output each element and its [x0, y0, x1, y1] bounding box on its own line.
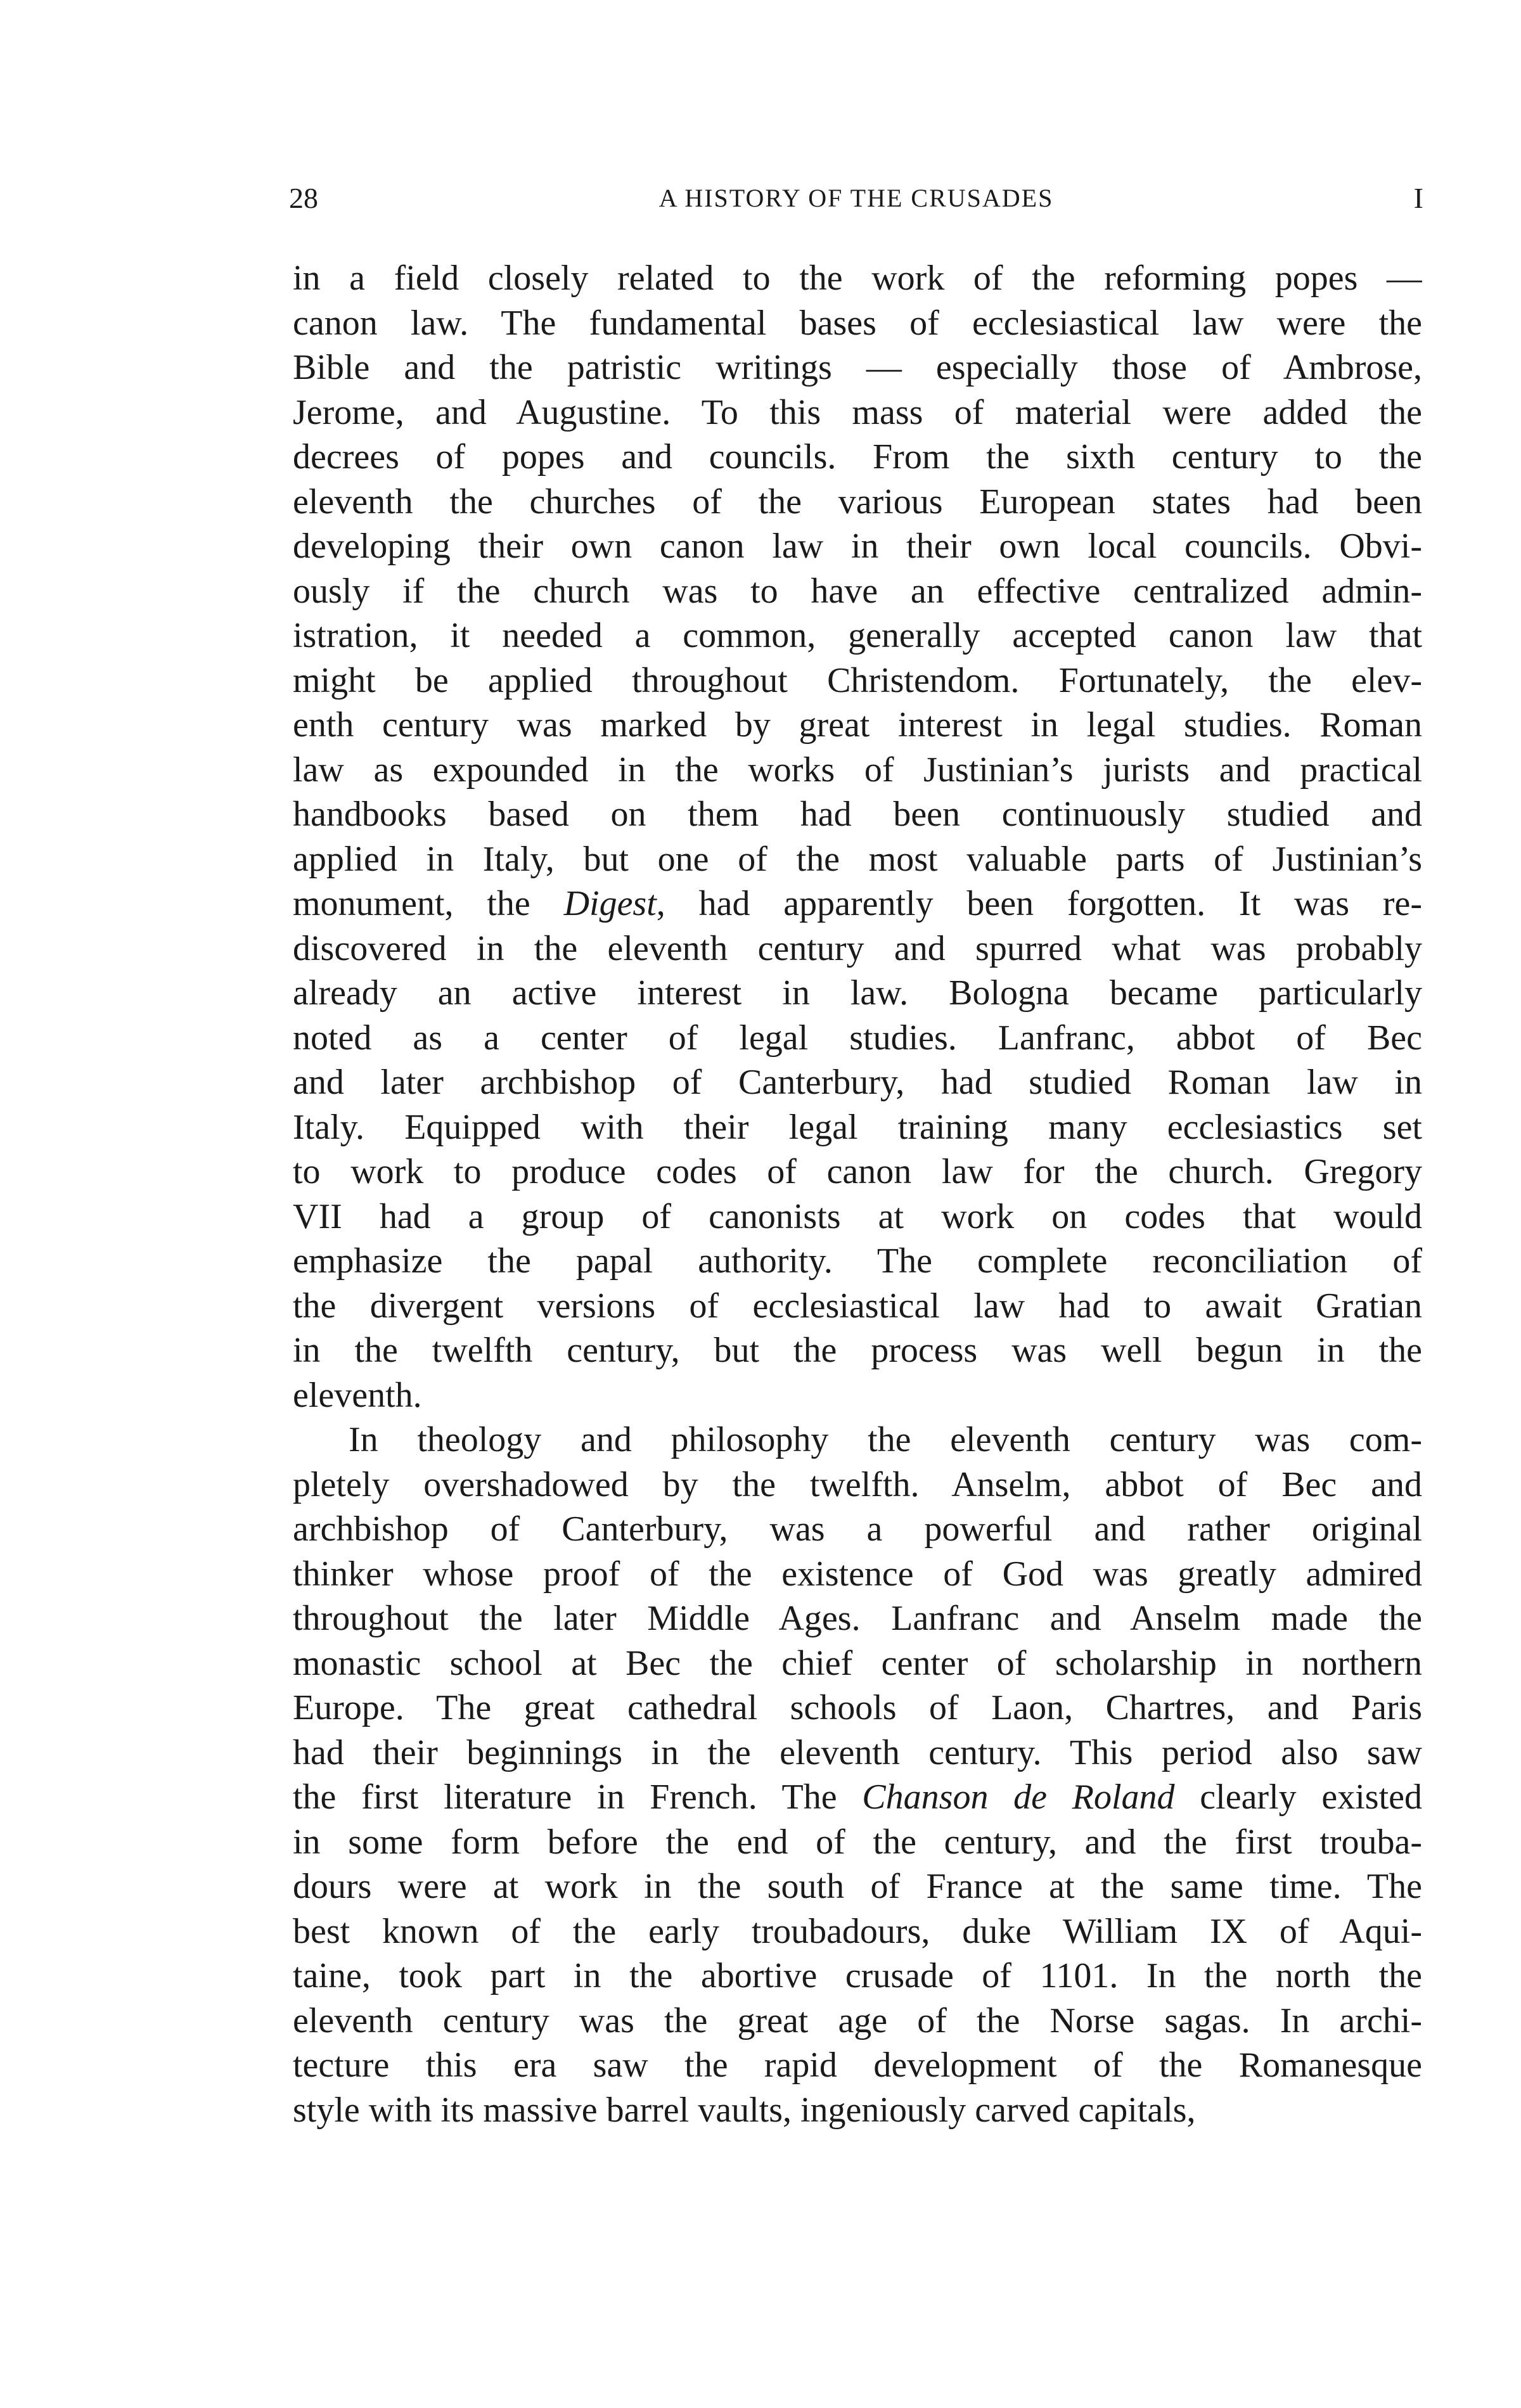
text-line	[293, 971, 1422, 1016]
text-run: noted as a center of legal studies. Lanfranc, abbot of Bec	[293, 1018, 1422, 1058]
text-run: dours were at work in the south of France at the same time. The	[293, 1867, 1422, 1906]
text-run: eleventh the churches of the various European states had been	[293, 482, 1422, 522]
text-run: monument, the	[293, 884, 564, 923]
italic-title: Digest	[563, 884, 657, 923]
text-run: eleventh.	[293, 1375, 422, 1415]
running-title: A HISTORY OF THE CRUSADES	[658, 184, 1054, 212]
text-line	[293, 1731, 1422, 1776]
text-line	[293, 1239, 1422, 1284]
text-line	[293, 1060, 1422, 1105]
text-run: archbishop of Canterbury, was a powerful and rather original	[293, 1509, 1422, 1549]
text-run: decrees of popes and councils. From the sixth century to the	[293, 437, 1422, 477]
text-run: style with its massive barrel vaults, ingeniously carved capitals,	[293, 2090, 1196, 2130]
text-line	[293, 1418, 1422, 1463]
text-run: might be applied throughout Christendom. Fortunately, the elev-	[293, 660, 1422, 700]
page-number: 28	[289, 182, 318, 214]
text-line	[293, 256, 1422, 301]
text-run: eleventh century was the great age of the Norse sagas. In archi-	[293, 2001, 1422, 2040]
text-line	[293, 881, 1422, 926]
text-line	[293, 345, 1422, 390]
text-run: monastic school at Bec the chief center of scholarship in northern	[293, 1643, 1422, 1683]
text-run: Bible and the patristic writings — especially those of Ambrose,	[293, 348, 1422, 387]
text-line	[293, 837, 1422, 882]
text-line	[293, 1641, 1422, 1686]
text-line	[293, 926, 1422, 971]
text-run: Jerome, and Augustine. To this mass of material were added the	[293, 392, 1422, 432]
italic-title: Chanson de Roland	[862, 1777, 1175, 1817]
text-run: already an active interest in law. Bologna became particularly	[293, 973, 1422, 1013]
text-line	[293, 390, 1422, 435]
text-run: throughout the later Middle Ages. Lanfranc and Anselm made the	[293, 1599, 1422, 1638]
text-line	[293, 658, 1422, 703]
text-run: discovered in the eleventh century and spurred what was probably	[293, 928, 1422, 968]
text-run: in some form before the end of the century, and the first trouba-	[293, 1822, 1422, 1862]
text-line	[293, 792, 1422, 837]
text-run: law as expounded in the works of Justinian’s jurists and practical	[293, 750, 1422, 790]
text-run: VII had a group of canonists at work on codes that would	[293, 1196, 1422, 1236]
text-line	[293, 1954, 1422, 1999]
text-line	[293, 301, 1422, 346]
text-run: pletely overshadowed by the twelfth. Anselm, abbot of Bec and	[293, 1464, 1422, 1504]
text-run: and later archbishop of Canterbury, had studied Roman law in	[293, 1063, 1422, 1102]
text-line	[293, 1284, 1422, 1329]
text-line	[293, 569, 1422, 614]
text-line	[293, 524, 1422, 569]
text-line	[293, 1150, 1422, 1194]
text-line	[293, 2043, 1422, 2088]
text-run: taine, took part in the abortive crusade of 1101. In the north the	[293, 1956, 1422, 1995]
text-line	[293, 1820, 1422, 1865]
text-run: enth century was marked by great interest in legal studies. Roman	[293, 705, 1422, 745]
text-run: the first literature in French. The	[293, 1777, 863, 1817]
text-line	[293, 1016, 1422, 1061]
text-run: in a field closely related to the work of the reforming popes —	[293, 259, 1422, 298]
text-line	[293, 1552, 1422, 1597]
text-run: emphasize the papal authority. The complete reconciliation of	[293, 1241, 1422, 1281]
text-line	[293, 1686, 1422, 1731]
text-line	[293, 1864, 1422, 1909]
text-run: Europe. The great cathedral schools of Laon, Chartres, and Paris	[293, 1688, 1422, 1727]
text-run: had their beginnings in the eleventh century. This period also saw	[293, 1732, 1422, 1772]
text-line	[293, 2088, 1422, 2133]
text-line	[293, 1596, 1422, 1641]
text-line	[293, 1105, 1422, 1150]
text-line	[293, 1194, 1422, 1239]
text-run: thinker whose proof of the existence of God was greatly admired	[293, 1554, 1422, 1594]
text-run: Italy. Equipped with their legal training many ecclesiastics set	[293, 1107, 1422, 1147]
text-line	[293, 1373, 1422, 1418]
text-line	[293, 1999, 1422, 2044]
text-line	[293, 1463, 1422, 1508]
text-run: handbooks based on them had been continuously studied and	[293, 795, 1422, 834]
text-run: tecture this era saw the rapid development of the Romanesque	[293, 2046, 1422, 2085]
text-run: ously if the church was to have an effective centralized admin-	[293, 571, 1422, 611]
text-run: In theology and philosophy the eleventh century was com-	[349, 1420, 1422, 1459]
text-line	[293, 480, 1422, 525]
text-line	[293, 435, 1422, 480]
paragraph	[293, 256, 1422, 1418]
text-line	[293, 703, 1422, 748]
text-run: best known of the early troubadours, duke William IX of Aqui-	[293, 1911, 1422, 1951]
text-run: applied in Italy, but one of the most valuable parts of Justinian’s	[293, 839, 1422, 879]
text-line	[293, 748, 1422, 793]
text-run: clearly existed	[1174, 1777, 1422, 1817]
text-line	[293, 1909, 1422, 1954]
text-run: to work to produce codes of canon law for the church. Gregory	[293, 1152, 1422, 1191]
text-run: developing their own canon law in their own local councils. Obvi-	[293, 527, 1422, 566]
text-line	[293, 1507, 1422, 1552]
text-run: istration, it needed a common, generally accepted canon law that	[293, 616, 1422, 655]
text-line	[293, 1775, 1422, 1820]
running-head	[289, 176, 1423, 221]
chapter-number: I	[1413, 182, 1423, 214]
text-run: the divergent versions of ecclesiastical law had to await Gratian	[293, 1286, 1422, 1326]
text-line	[293, 613, 1422, 658]
body-text	[293, 256, 1422, 2132]
paragraph	[293, 1418, 1422, 2132]
text-run: in the twelfth century, but the process was well begun in the	[293, 1331, 1422, 1370]
text-line	[293, 1328, 1422, 1373]
text-run: canon law. The fundamental bases of ecclesiastical law were the	[293, 303, 1422, 343]
text-run: , had apparently been forgotten. It was re-	[656, 884, 1422, 923]
